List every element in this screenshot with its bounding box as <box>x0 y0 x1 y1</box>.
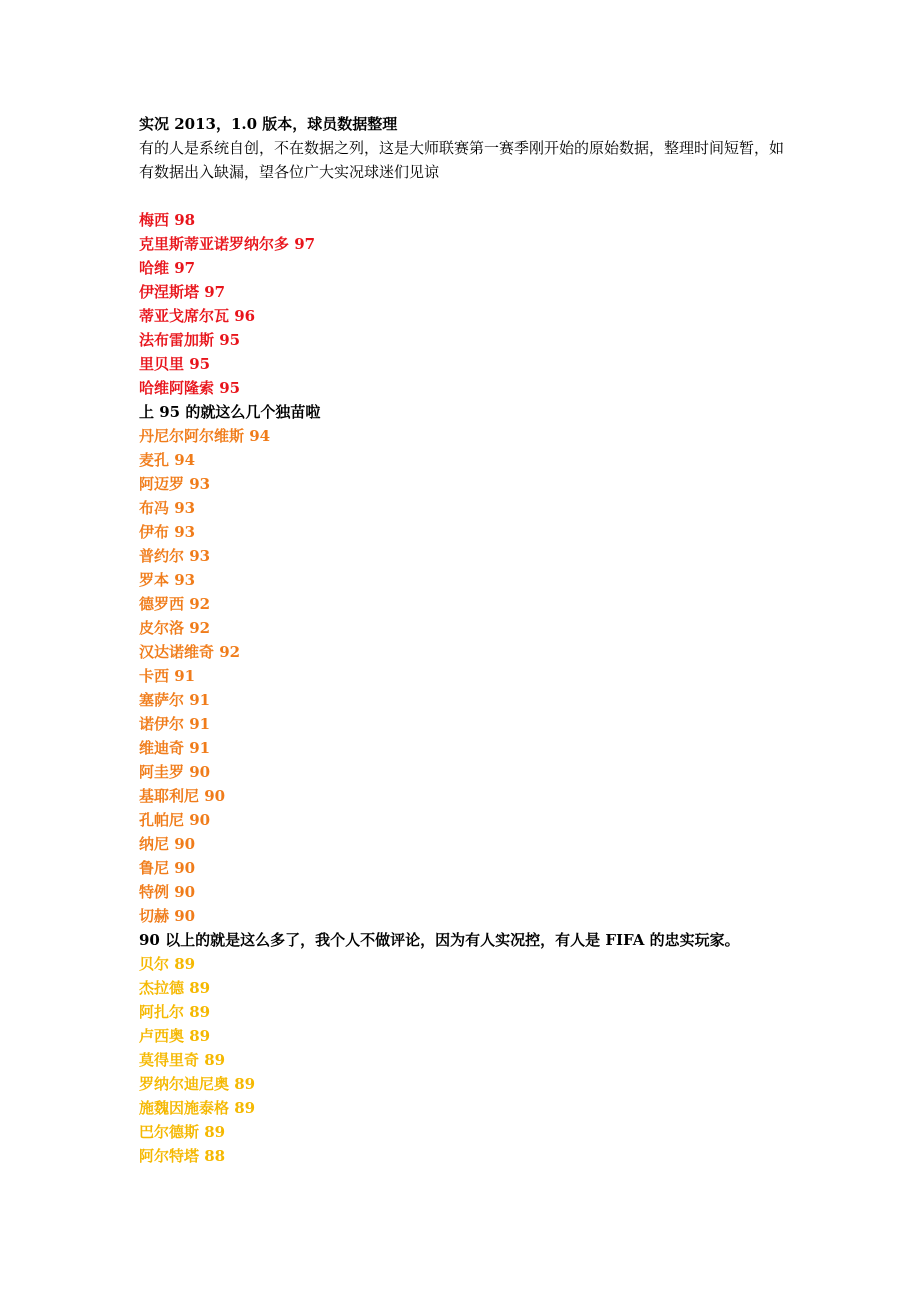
player-entry: 里贝里 95 <box>139 355 211 373</box>
player-entry: 阿迈罗 93 <box>139 475 211 493</box>
comment-line: 90 以上的就是这么多了，我个人不做评论，因为有人实况控，有人是 FIFA 的忠实玩家。 <box>139 931 740 949</box>
player-entry: 维迪奇 91 <box>139 739 211 757</box>
player-entry: 阿尔特塔 88 <box>139 1147 226 1165</box>
player-entry: 诺伊尔 91 <box>139 715 211 733</box>
player-entry: 纳尼 90 <box>139 835 196 853</box>
player-entry: 塞萨尔 91 <box>139 691 211 709</box>
player-entry: 鲁尼 90 <box>139 859 196 877</box>
player-entry: 伊布 93 <box>139 523 196 541</box>
player-entry: 罗本 93 <box>139 571 196 589</box>
player-entry: 卡西 91 <box>139 667 196 685</box>
player-entry: 卢西奥 89 <box>139 1027 211 1045</box>
player-entry: 孔帕尼 90 <box>139 811 211 829</box>
player-entry: 梅西 98 <box>139 211 196 229</box>
player-entry: 基耶利尼 90 <box>139 787 226 805</box>
player-entry: 哈维阿隆索 95 <box>139 379 241 397</box>
player-entry: 丹尼尔阿尔维斯 94 <box>139 427 271 445</box>
player-entry: 杰拉德 89 <box>139 979 211 997</box>
player-entry: 哈维 97 <box>139 259 196 277</box>
player-entry: 巴尔德斯 89 <box>139 1123 226 1141</box>
player-entry: 普约尔 93 <box>139 547 211 565</box>
player-entry: 德罗西 92 <box>139 595 211 613</box>
player-entry: 阿圭罗 90 <box>139 763 211 781</box>
player-entry: 皮尔洛 92 <box>139 619 211 637</box>
player-entry: 蒂亚戈席尔瓦 96 <box>139 307 256 325</box>
player-entry: 伊涅斯塔 97 <box>139 283 226 301</box>
player-entry: 施魏因施泰格 89 <box>139 1099 256 1117</box>
player-entry: 切赫 90 <box>139 907 196 925</box>
player-entry: 克里斯蒂亚诺罗纳尔多 97 <box>139 235 316 253</box>
tier2-list <box>139 424 789 928</box>
player-entry: 汉达诺维奇 92 <box>139 643 241 661</box>
player-entry: 麦孔 94 <box>139 451 196 469</box>
document-body <box>139 112 789 1168</box>
player-entry: 莫得里奇 89 <box>139 1051 226 1069</box>
intro-paragraph: 有的人是系统自创，不在数据之列，这是大师联赛第一赛季刚开始的原始数据，整理时间短暂，如有数据出入缺漏，望各位广大实况球迷们见谅 <box>139 139 785 181</box>
player-entry: 阿扎尔 89 <box>139 1003 211 1021</box>
player-entry: 特例 90 <box>139 883 196 901</box>
document-title: 实况 2013，1.0 版本，球员数据整理 <box>139 115 398 133</box>
player-entry: 法布雷加斯 95 <box>139 331 241 349</box>
player-entry: 贝尔 89 <box>139 955 196 973</box>
blank-line <box>139 184 789 208</box>
tier3-list <box>139 952 789 1168</box>
tier1-list <box>139 208 789 400</box>
comment-line: 上 95 的就这么几个独苗啦 <box>139 403 321 421</box>
player-entry: 罗纳尔迪尼奥 89 <box>139 1075 256 1093</box>
player-entry: 布冯 93 <box>139 499 196 517</box>
